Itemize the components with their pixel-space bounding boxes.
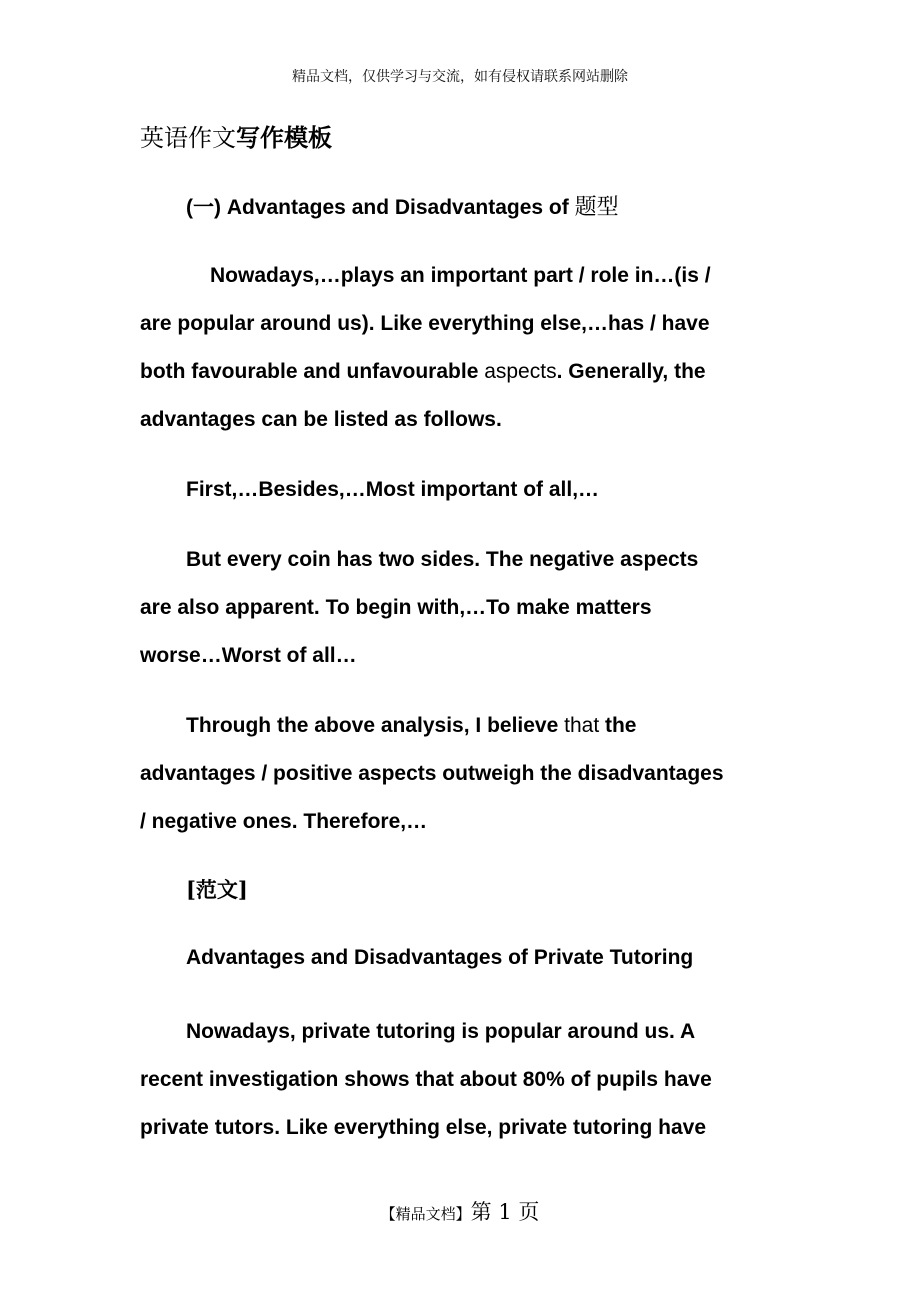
sample-essay-paragraph: [140, 1008, 790, 1152]
paragraph-text-normal: aspects: [484, 360, 557, 383]
paragraph-line: First,…Besides,…Most important of all,…: [186, 478, 600, 501]
page-title: [140, 118, 332, 153]
page-footer: [0, 1196, 920, 1226]
header-note: 精品文档，仅供学习与交流，如有侵权请联系网站删除: [292, 69, 628, 85]
paragraph-line: are also apparent. To begin with,…To make matters: [140, 596, 652, 619]
paragraph-line: [140, 348, 790, 396]
page-title-part2: 写作模板: [236, 124, 332, 152]
paragraph-text: . Generally, the: [556, 360, 706, 383]
template-paragraph-disadvantages: [140, 536, 790, 680]
section-heading-cjk: 题型: [574, 195, 619, 220]
paragraph-line: advantages can be listed as follows.: [140, 408, 502, 431]
paragraph-line: recent investigation shows that about 80% of pupils have: [140, 1068, 712, 1091]
template-paragraph-intro: [140, 252, 790, 444]
paragraph-text: both favourable and unfavourable: [140, 360, 485, 383]
paragraph-line: private tutors. Like everything else, private tutoring have: [140, 1116, 706, 1139]
sample-essay-label: [186, 874, 248, 904]
paragraph-text-normal: that: [564, 714, 600, 737]
sample-essay-title: Advantages and Disadvantages of Private Tutoring: [186, 946, 694, 969]
paragraph-line: are popular around us). Like everything else,…has / have: [140, 312, 710, 335]
paragraph-line: worse…Worst of all…: [140, 644, 357, 667]
footer-tag: 【精品文档】: [380, 1205, 471, 1223]
page-number: 第 1 页: [470, 1200, 540, 1224]
paragraph-text: the: [599, 714, 637, 737]
template-paragraph-conclusion: [140, 702, 790, 846]
template-paragraph-advantages: [140, 466, 790, 514]
section-heading-en: (一) Advantages and Disadvantages of: [186, 196, 569, 219]
paragraph-line: But every coin has two sides. The negative aspects: [186, 548, 699, 571]
paragraph-line: Nowadays, private tutoring is popular around us. A: [186, 1020, 696, 1043]
page-title-part1: 英语作文: [140, 124, 236, 152]
paragraph-line: [140, 702, 790, 750]
paragraph-line: / negative ones. Therefore,…: [140, 810, 428, 833]
paragraph-text: Through the above analysis, I believe: [186, 714, 565, 737]
section-heading: [186, 190, 619, 221]
sample-essay-label-text: [范文]: [186, 877, 248, 902]
paragraph-line: Nowadays,…plays an important part / role in…(is /: [210, 264, 711, 287]
paragraph-line: advantages / positive aspects outweigh the disadvantages: [140, 762, 724, 785]
